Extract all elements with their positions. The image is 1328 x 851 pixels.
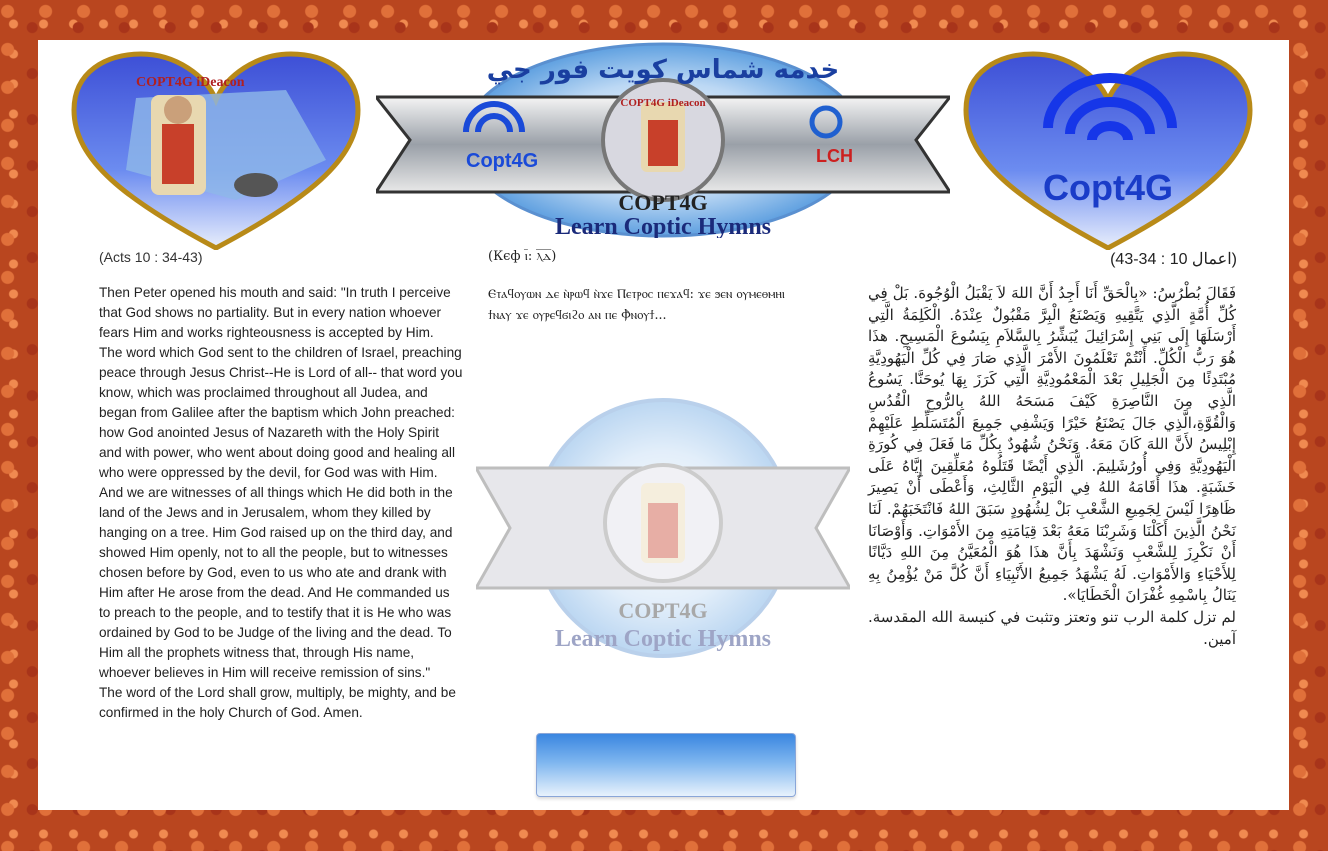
banner-lch: LCH [816, 146, 853, 166]
arabic-reference: (اعمال 10 : 34-43) [1110, 251, 1237, 268]
banner-copt4g: Copt4G [466, 150, 539, 172]
heart-left-text: COPT4G iDeacon [136, 75, 245, 90]
heart-logo-left [66, 50, 366, 250]
arabic-column [868, 283, 1236, 650]
central-banner [376, 42, 950, 238]
watermark-copt4g: COPT4G [618, 598, 708, 623]
content-frame [38, 40, 1289, 810]
watermark-tagline: Learn Coptic Hymns [555, 626, 771, 652]
english-column [99, 283, 463, 723]
english-paragraph: Then Peter opened his mouth and said: "In truth I perceive that God shows no partiality. But in every nation whoever fears Him and works righteousness is accepted by Him. [99, 285, 451, 340]
banner-logo-text: COPT4G iDeacon [620, 97, 706, 109]
arabic-paragraph: لم تزل كلمة الرب تنو وتعتز وتثبت في كنيسة الله المقدسة. آمين. [868, 607, 1236, 648]
heart-right-text: Copt4G [1043, 167, 1173, 208]
banner-bottom-text: COPT4G [618, 190, 708, 215]
heart-logo-right [958, 50, 1258, 250]
banner-arabic: خدمه شماس كويت فور جي [486, 55, 840, 85]
watermark-logo [476, 388, 850, 658]
banner-tagline: Learn Coptic Hymns [555, 214, 771, 238]
coptic-reference: (Кєф ⲓ̅: ⲗ̅ⲇ̅) [488, 249, 557, 264]
english-paragraph: The word of the Lord shall grow, multiply, be mighty, and be confirmed in the holy Church of God. Amen. [99, 685, 456, 720]
coptic-column: Ⲉⲧⲁϥⲟⲩⲱⲛ ⲇⲉ ⲛ̀ⲣⲱϥ ⲛ̀ϫⲉ Ⲡⲉⲧⲣⲟⲥ ⲡⲉϫⲁϥ: ϫⲉ ϧⲉⲛ ⲟⲩⲙⲉⲑⲙⲏⲓ ϯⲛⲁⲩ ϫⲉ ⲟⲩⲣⲉϥϭⲓϩⲟ ⲁⲛ ⲡⲉ Ⲫ̀ⲛⲟⲩϯ... [488, 286, 785, 322]
english-paragraph: The word which God sent to the children of Israel, preaching peace through Jesus Christ--He is Lord of all-- that word you know, which was proclaimed throughout all Judea, and began from Galilee after the baptism which John preached: how God anointed Jesus of Nazareth with the Holy Spirit and with power, who went about doing good and healing all who were oppressed by the devil, for God was with Him. And we are witnesses of all things which He did both in the land of the Jews and in Jerusalem, whom they killed by hanging on a tree. Him God raised up on the third day, and showed Him openly, not to all the people, but to witnesses chosen before by God, even to us who ate and drank with Him after He arose from the dead. And He commanded us to preach to the people, and to testify that it is He who was ordained by God to be Judge of the living and the dead. To Him all the prophets witness that, through His name, whoever believes in Him will receive remission of sins." [99, 345, 463, 680]
blue-gradient-button[interactable] [536, 733, 796, 797]
english-reference: (Acts 10 : 34-43) [99, 249, 203, 265]
arabic-paragraph: فَقَالَ بُطْرُسُ: «بِالْحَقِّ أَنَا أَجِدُ أَنَّ اللهَ لاَ يَقْبَلُ الْوُجُوهَ. بَلْ فِي كُلِّ أُمَّةٍ الَّذِي يَتَّقِيهِ وَيَصْنَعُ الْبِرَّ مَقْبُولٌ عِنْدَهُ. الْكَلِمَةُ الَّتِي أَرْسَلَهَا إِلَى بَنِي إِسْرَائِيلَ يُبَشِّرُ بِالسَّلاَمِ بِيَسُوعَ الْمَسِيحِ. هذَا هُوَ رَبُّ الْكُلِّ. أَنْتُمْ تَعْلَمُونَ الأَمْرَ الَّذِي صَارَ فِي كُلِّ الْيَهُودِيَّةِ مُبْتَدِئًا مِنَ الْجَلِيلِ بَعْدَ الْمَعْمُودِيَّةِ الَّتِي كَرَزَ بِهَا يُوحَنَّا. يَسُوعُ الَّذِي مِنَ النَّاصِرَةِ كَيْفَ مَسَحَهُ اللهُ بِالرُّوحِ الْقُدُسِ وَالْقُوَّةِ،الَّذِي جَالَ يَصْنَعُ خَيْرًا وَيَشْفِي جَمِيعَ الْمُتَسَلِّطِ عَلَيْهِمْ إِبْلِيسُ لأَنَّ اللهَ كَانَ مَعَهُ. وَنَحْنُ شُهُودٌ بِكُلِّ مَا فَعَلَ فِي كُورَةِ الْيَهُودِيَّةِ وَفِي أُورُشَلِيمَ. الَّذِي أَيْضًا قَتَلُوهُ مُعَلِّقِينَ إِيَّاهُ عَلَى خَشَبَةٍ. هذَا أَقَامَهُ اللهُ فِي الْيَوْمِ الثَّالِثِ، وَأَعْطَى أَنْ يَصِيرَ ظَاهِرًا لَيْسَ لِجَمِيعِ الشَّعْبِ بَلْ لِشُهُودٍ سَبَقَ اللهُ فَانْتَخَبَهُمْ. لَنَا نَحْنُ الَّذِينَ أَكَلْنَا وَشَرِبْنَا مَعَهُ بَعْدَ قِيَامَتِهِ مِنَ الأَمْوَاتِ. وَأَوْصَانَا أَنْ نَكْرِزَ لِلشَّعْبِ وَنَشْهَدَ بِأَنَّ هذَا هُوَ الْمُعَيَّنُ مِنَ اللهِ دَيَّانًا لِلأَحْيَاءِ وَالأَمْوَاتِ. لَهُ يَشْهَدُ جَمِيعُ الأَنْبِيَاءِ أَنَّ كُلَّ مَنْ يُؤْمِنُ بِهِ يَنَالُ بِاسْمِهِ غُفْرَانَ الْخَطَايَا». [868, 284, 1236, 605]
